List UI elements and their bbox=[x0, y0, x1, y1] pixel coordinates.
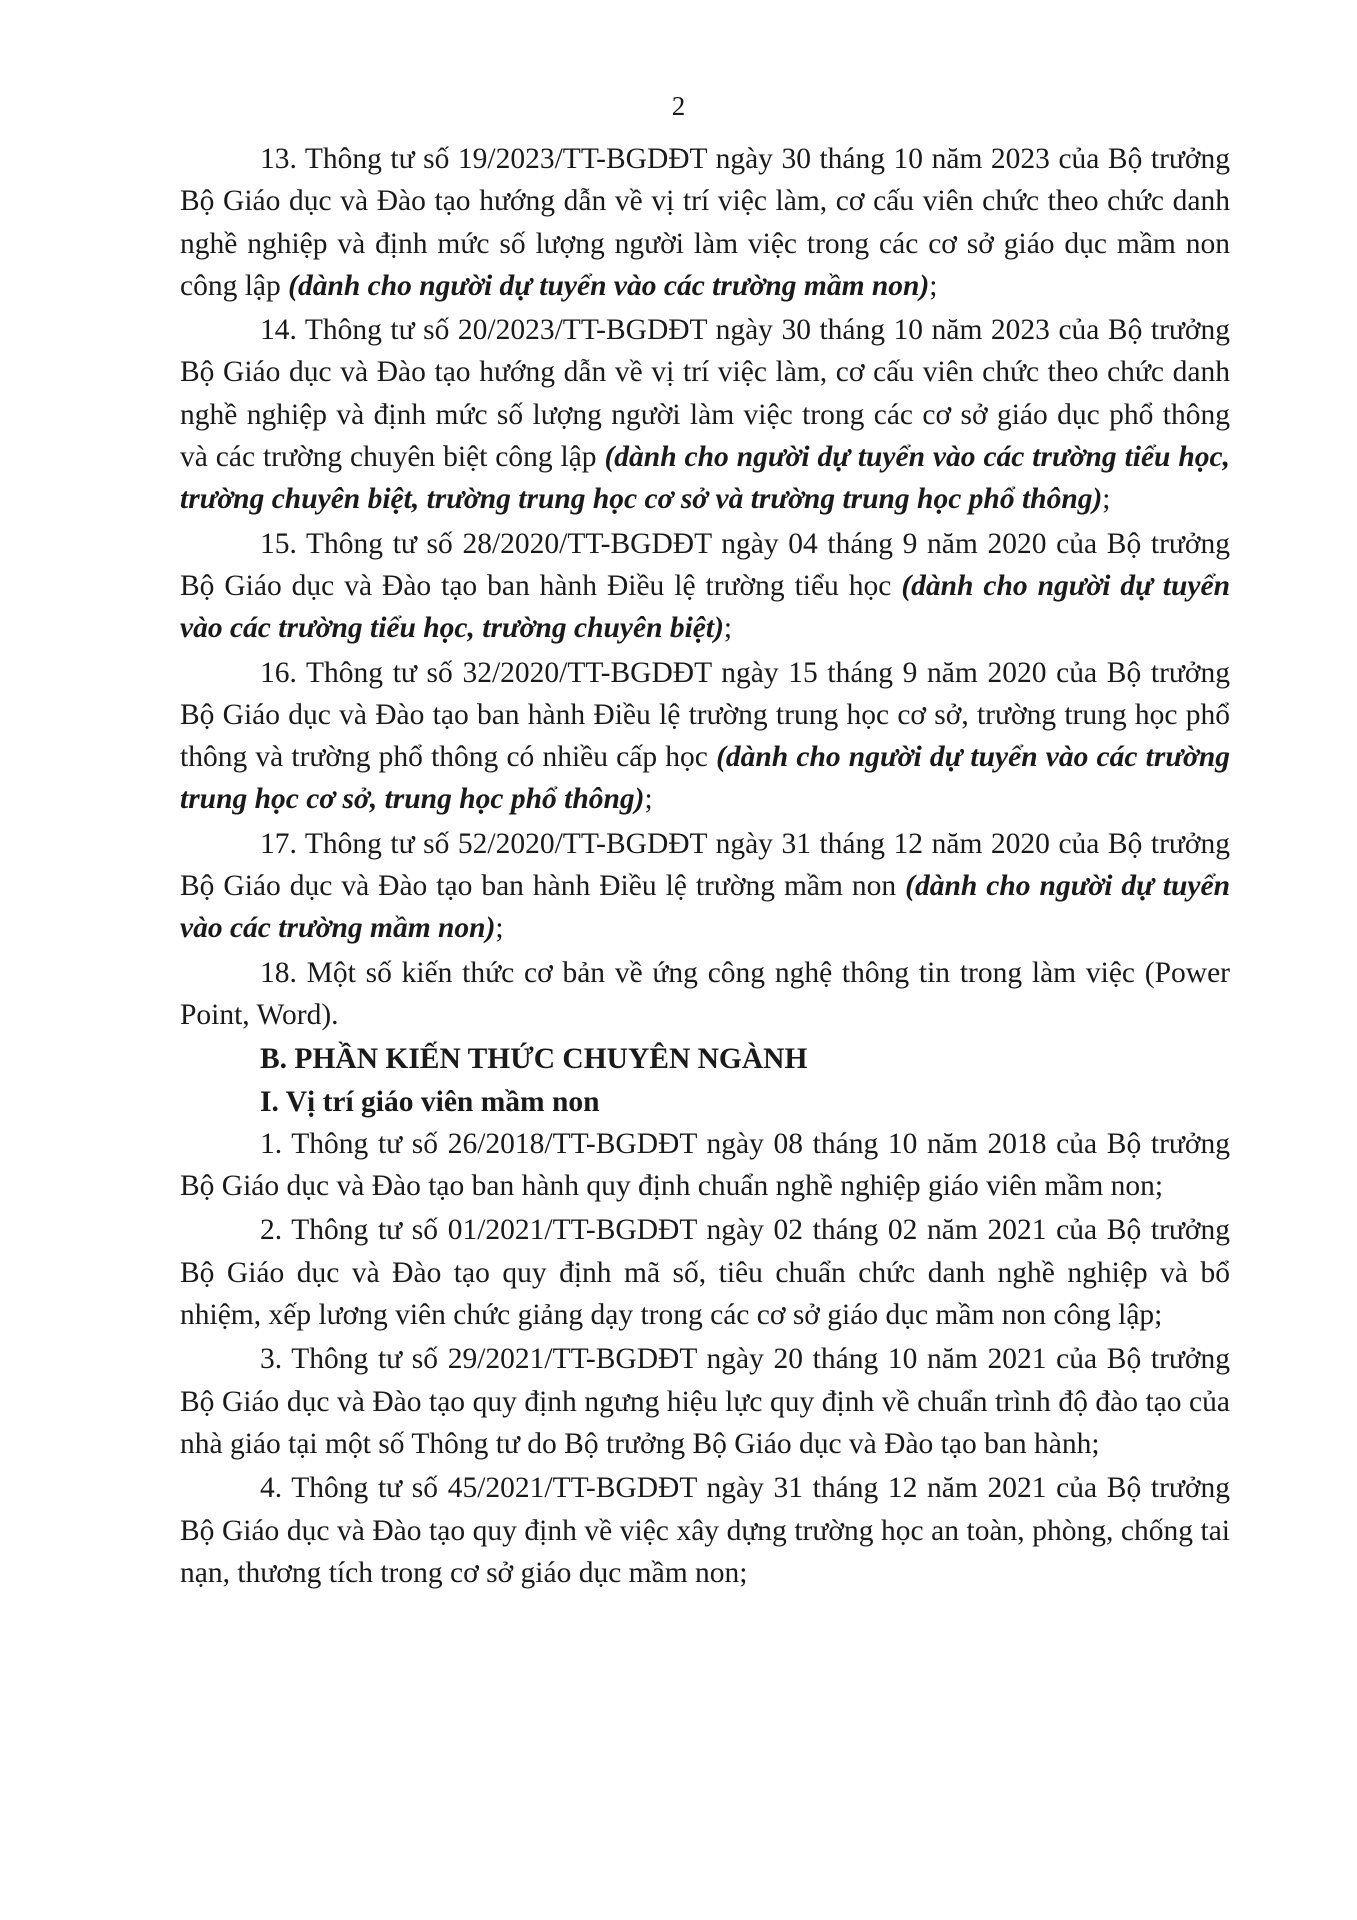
item-text: Thông tư số 45/2021/TT-BGDĐT ngày 31 tháng 12 năm 2021 của Bộ trưởng Bộ Giáo dục và Đào tạo quy định về việc xây dựng trường học an toàn, phòng, chống tai nạn, thương tích trong cơ sở giáo dục mầm non; bbox=[180, 1472, 1230, 1589]
regulation-list-preschool bbox=[180, 1123, 1230, 1594]
list-item bbox=[180, 952, 1230, 1037]
item-end: ; bbox=[723, 612, 733, 645]
item-end: ; bbox=[495, 912, 504, 945]
document-body bbox=[180, 138, 1230, 1596]
item-number: 14. bbox=[260, 314, 297, 347]
subsection-preschool-title: I. Vị trí giáo viên mầm non bbox=[260, 1085, 600, 1118]
list-item bbox=[180, 1338, 1230, 1465]
list-item bbox=[180, 138, 1230, 307]
section-b-title: B. PHẦN KIẾN THỨC CHUYÊN NGÀNH bbox=[260, 1043, 808, 1076]
item-number: 17. bbox=[260, 827, 297, 860]
item-end: ; bbox=[1102, 483, 1111, 516]
list-item bbox=[180, 523, 1230, 650]
item-number: 2. bbox=[260, 1214, 283, 1247]
item-text: Thông tư số 28/2020/TT-BGDĐT ngày 04 tháng 9 năm 2020 của Bộ trưởng Bộ Giáo dục và Đào tạo ban hành Điều lệ trường tiểu học bbox=[180, 527, 1230, 602]
item-scope: (dành cho người dự tuyển vào các trường tiểu học, trường chuyên biệt) bbox=[180, 569, 1230, 645]
page-number: 2 bbox=[671, 91, 686, 121]
item-number: 1. bbox=[260, 1127, 283, 1160]
item-text: Một số kiến thức cơ bản về ứng công nghệ thông tin trong làm việc (Power Point, Word). bbox=[180, 956, 1230, 1031]
item-number: 4. bbox=[260, 1472, 283, 1505]
item-text: Thông tư số 29/2021/TT-BGDĐT ngày 20 tháng 10 năm 2021 của Bộ trưởng Bộ Giáo dục và Đào tạo quy định ngưng hiệu lực quy định về chuẩn trình độ đào tạo của nhà giáo tại một số Thông tư do Bộ trưởng Bộ Giáo dục và Đào tạo ban hành; bbox=[180, 1343, 1230, 1460]
item-text: Thông tư số 20/2023/TT-BGDĐT ngày 30 tháng 10 năm 2023 của Bộ trưởng Bộ Giáo dục và Đào tạo hướng dẫn về vị trí việc làm, cơ cấu viên chức theo chức danh nghề nghiệp và định mức số lượng người làm việc trong các cơ sở giáo dục phổ thông và các trường chuyên biệt công lập bbox=[180, 314, 1230, 474]
item-number: 16. bbox=[260, 656, 297, 689]
item-number: 18. bbox=[260, 956, 297, 989]
regulation-list-general bbox=[180, 138, 1230, 1036]
item-scope: (dành cho người dự tuyển vào các trường mầm non) bbox=[288, 269, 930, 302]
item-scope: (dành cho người dự tuyển vào các trường trung học cơ sở, trung học phổ thông) bbox=[180, 741, 1230, 816]
list-item bbox=[180, 309, 1230, 520]
item-text: Thông tư số 52/2020/TT-BGDĐT ngày 31 tháng 12 năm 2020 của Bộ trưởng Bộ Giáo dục và Đào tạo ban hành Điều lệ trường mầm non bbox=[180, 827, 1230, 903]
item-number: 3. bbox=[260, 1343, 283, 1376]
item-scope: (dành cho người dự tuyển vào các trường mầm non) bbox=[180, 870, 1230, 945]
item-text: Thông tư số 32/2020/TT-BGDĐT ngày 15 tháng 9 năm 2020 của Bộ trưởng Bộ Giáo dục và Đào tạo ban hành Điều lệ trường trung học cơ sở, trường trung học phổ thông và trường phổ thông có nhiều cấp học bbox=[180, 656, 1230, 774]
item-text: Thông tư số 01/2021/TT-BGDĐT ngày 02 tháng 02 năm 2021 của Bộ trưởng Bộ Giáo dục và Đào tạo quy định mã số, tiêu chuẩn chức danh nghề nghiệp và bổ nhiệm, xếp lương viên chức giảng dạy trong các cơ sở giáo dục mầm non công lập; bbox=[180, 1214, 1230, 1332]
list-item bbox=[180, 1209, 1230, 1336]
item-number: 13. bbox=[260, 143, 297, 175]
list-item bbox=[180, 1467, 1230, 1594]
item-text: Thông tư số 19/2023/TT-BGDĐT ngày 30 tháng 10 năm 2023 của Bộ trưởng Bộ Giáo dục và Đào tạo hướng dẫn về vị trí việc làm, cơ cấu viên chức theo chức danh nghề nghiệp và định mức số lượng người làm việc trong các cơ sở giáo dục mầm non công lập bbox=[180, 143, 1230, 302]
item-end: ; bbox=[929, 269, 938, 302]
list-item bbox=[180, 652, 1230, 821]
item-scope: (dành cho người dự tuyển vào các trường tiểu học, trường chuyên biệt, trường trung học cơ sở và trường trung học phổ thông) bbox=[180, 441, 1231, 516]
item-end: ; bbox=[644, 783, 653, 816]
list-item bbox=[180, 823, 1230, 950]
item-text: Thông tư số 26/2018/TT-BGDĐT ngày 08 tháng 10 năm 2018 của Bộ trưởng Bộ Giáo dục và Đào tạo ban hành quy định chuẩn nghề nghiệp giáo viên mầm non; bbox=[180, 1127, 1230, 1203]
list-item bbox=[180, 1123, 1230, 1208]
item-number: 15. bbox=[260, 527, 297, 560]
